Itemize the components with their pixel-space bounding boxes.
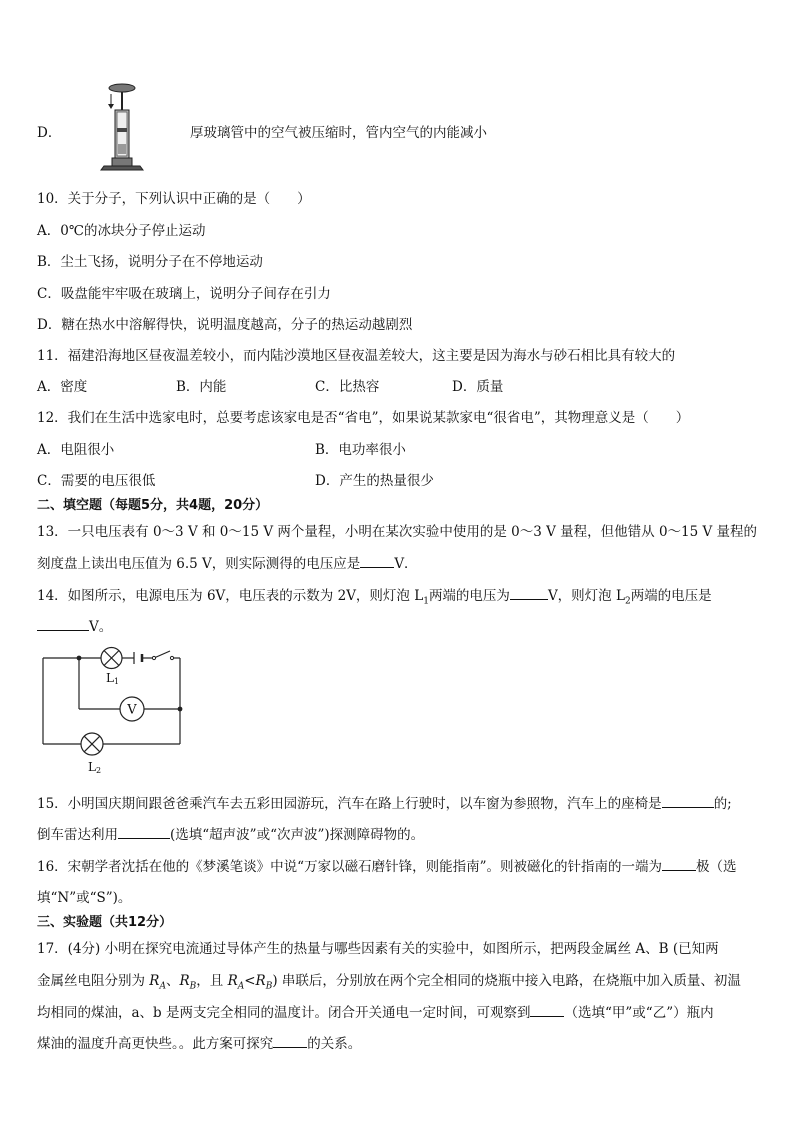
q14-answer-blank-1[interactable] xyxy=(510,586,548,600)
q12-option-a: A．电阻很小 xyxy=(37,442,115,458)
q11-option-c: C．比热容 xyxy=(315,379,380,395)
q11-option-b: B．内能 xyxy=(176,379,227,395)
voltmeter xyxy=(120,697,144,721)
section-heading-experiment: 三、实验题（共12分） xyxy=(37,915,173,930)
q13-line-1: 13．一只电压表有 0～3 V 和 0～15 V 两个量程，小明在某次实验中使用的是 0～3 V 量程，但他错从 0～15 V 量程的 xyxy=(37,524,758,540)
q17-answer-blank-1[interactable] xyxy=(530,1003,564,1017)
q16-line-1: 16．宋朝学者沈括在他的《梦溪笔谈》中说“万家以磁石磨针锋，则能指南”。则被磁化的针指南的一端为 极（选 xyxy=(37,859,737,875)
q15-answer-blank-1[interactable] xyxy=(662,794,714,808)
circuit-diagram xyxy=(36,643,188,777)
q12-option-d: D．产生的热量很少 xyxy=(315,473,434,489)
q11-option-a: A．密度 xyxy=(37,379,88,395)
q17-line-4: 煤油的温度升高更快些。。此方案可探究 的关系。 xyxy=(37,1036,362,1052)
q14-line-1: 14．如图所示，电源电压为 6V，电压表的示数为 2V，则灯泡 $L_1$两端的电压为 V，则灯泡 $L_2$两端的电压是 xyxy=(37,588,712,607)
q11-stem: 11．福建沿海地区昼夜温差较小，而内陆沙漠地区昼夜温差较大，这主要是因为海水与砂石相比具有较大的 xyxy=(37,348,676,364)
lamp-l1 xyxy=(101,648,122,669)
lamp-l2-label: L2 xyxy=(88,760,102,775)
q14-line-2: V。 xyxy=(37,615,112,635)
q10-option-b: B．尘土飞扬，说明分子在不停地运动 xyxy=(37,254,263,270)
q17-line-1: 17．(4分) 小明在探究电流通过导体产生的热量与哪些因素有关的实验中，如图所示，把两段金属丝 A、B (已知两 xyxy=(37,941,719,957)
q12-option-b: B．电功率很小 xyxy=(315,442,406,458)
q16-answer-blank[interactable] xyxy=(662,857,696,871)
q9-d-label: D． xyxy=(37,125,62,141)
air-compression-apparatus-figure xyxy=(100,82,145,174)
q15-line-2: 倒车雷达利用 (选填“超声波”或“次声波”)探测障碍物的。 xyxy=(37,827,425,843)
q10-stem: 10．关于分子，下列认识中正确的是（ ） xyxy=(37,191,311,207)
q10-option-d: D．糖在热水中溶解得快，说明温度越高，分子的热运动越剧烈 xyxy=(37,317,413,333)
q15-line-1: 15．小明国庆期间跟爸爸乘汽车去五彩田园游玩，汽车在路上行驶时，以车窗为参照物，汽车上的座椅是 的; xyxy=(37,796,732,812)
section-heading-fill-in: 二、填空题（每题5分，共4题，20分） xyxy=(37,498,269,513)
q16-line-2: 填“N”或“S”)。 xyxy=(37,890,132,906)
q17-answer-blank-2[interactable] xyxy=(273,1034,307,1048)
q12-stem: 12．我们在生活中选家电时，总要考虑该家电是否“省电”，如果说某款家电“很省电”，其物理意义是（ ） xyxy=(37,410,690,426)
q12-option-c: C．需要的电压很低 xyxy=(37,473,156,489)
voltmeter-label: V xyxy=(127,702,137,718)
q15-answer-blank-2[interactable] xyxy=(118,825,170,839)
q11-option-d: D．质量 xyxy=(452,379,504,395)
lamp-l1-label: L1 xyxy=(106,671,120,686)
q13-answer-blank[interactable] xyxy=(360,554,394,568)
q17-line-2: 金属丝电阻分别为 $R_A$、$R_B$，且 $R_A<R_B$) 串联后，分别放在两个完全相同的烧瓶中接入电路，在烧瓶中加入质量、初温 xyxy=(37,973,741,992)
q17-line-3: 均相同的煤油，a、b 是两支完全相同的温度计。闭合开关通电一定时间，可观察到 （选填“甲”或“乙”）瓶内 xyxy=(37,1005,714,1021)
q10-option-c: C．吸盘能牢牢吸在玻璃上，说明分子间存在引力 xyxy=(37,286,331,302)
q14-answer-blank-2[interactable] xyxy=(37,617,89,631)
q10-option-a: A．0℃的冰块分子停止运动 xyxy=(37,223,206,239)
lamp-l2 xyxy=(81,733,103,755)
q13-line-2: 刻度盘上读出电压值为 6.5 V，则实际测得的电压应是 V． xyxy=(37,556,418,572)
q9-d-text: 厚玻璃管中的空气被压缩时，管内空气的内能减小 xyxy=(190,125,487,141)
